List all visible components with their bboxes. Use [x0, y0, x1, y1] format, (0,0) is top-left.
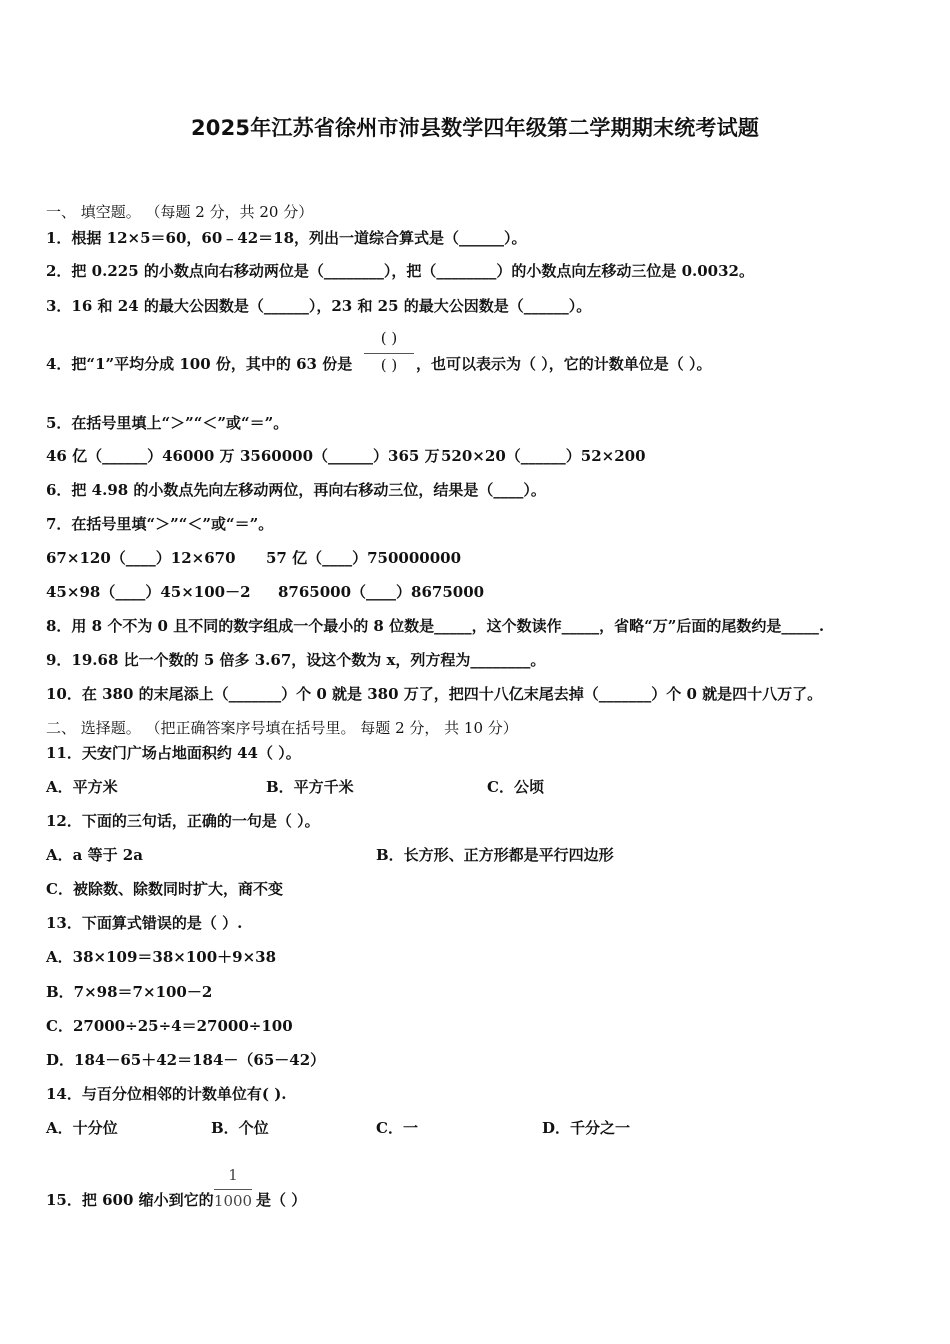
question-5-item: 3560000（______）365 万	[240, 447, 440, 465]
question-13-option-d: D．184－65＋42＝184－（65－42）	[46, 1051, 326, 1069]
question-14-option-a: A．十分位	[46, 1119, 118, 1137]
question-4-fraction-denominator: ( )	[380, 356, 398, 374]
question-5: 5．在括号里填上“＞”“＜”或“＝”。	[46, 414, 289, 432]
question-13: 13．下面算式错误的是（ ）.	[46, 914, 243, 932]
question-11: 11．天安门广场占地面积约 44（ ）。	[46, 744, 301, 762]
section-heading-choice: 二、 选择题。 （把正确答案序号填在括号里。 每题 2 分， 共 10 分）	[46, 719, 518, 737]
question-14-option-b: B．个位	[211, 1119, 269, 1137]
question-3: 3．16 和 24 的最大公因数是（______），23 和 25 的最大公因数是（______）。	[46, 297, 592, 315]
question-7: 7．在括号里填“＞”“＜”或“＝”。	[46, 515, 274, 533]
page-title: 2025年江苏省徐州市沛县数学四年级第二学期期末统考试题	[190, 116, 760, 140]
question-11-option-c: C．公顷	[487, 778, 544, 796]
question-7-item: 67×120（____）12×670	[46, 549, 236, 567]
section-heading-fill-in: 一、 填空题。 （每题 2 分，共 20 分）	[46, 203, 314, 221]
question-4-fraction-bar	[364, 353, 414, 354]
question-4-after: ，也可以表示为（ ），它的计数单位是（ ）。	[416, 355, 712, 373]
question-13-option-a: A．38×109＝38×100＋9×38	[46, 948, 277, 966]
question-13-option-b: B．7×98＝7×100－2	[46, 983, 213, 1001]
question-8: 8．用 8 个不为 0 且不同的数字组成一个最小的 8 位数是_____，这个数读作_____，省略“万”后面的尾数约是_____.	[46, 617, 825, 635]
question-5-item: 520×20（______）52×200	[441, 447, 646, 465]
question-12-option-b: B．长方形、正方形都是平行四边形	[376, 846, 614, 864]
question-11-option-a: A．平方米	[46, 778, 118, 796]
question-7-item: 8765000（____）8675000	[278, 583, 485, 601]
question-5-item: 46 亿（______）46000 万	[46, 447, 235, 465]
question-7-item: 45×98（____）45×100－2	[46, 583, 251, 601]
question-13-option-c: C．27000÷25÷4＝27000÷100	[46, 1017, 293, 1035]
question-15-fraction-denominator: 1000	[213, 1192, 253, 1210]
question-4-fraction-numerator: ( )	[380, 329, 398, 347]
question-14-option-c: C．一	[376, 1119, 418, 1137]
question-15-after: 是（ ）	[256, 1191, 307, 1209]
question-10: 10．在 380 的末尾添上（_______）个 0 就是 380 万了，把四十八亿末尾去掉（_______）个 0 就是四十八万了。	[46, 685, 823, 703]
question-1: 1．根据 12×5＝60，60﹣42＝18，列出一道综合算式是（______）。	[46, 229, 527, 247]
question-12-option-a: A．a 等于 2a	[46, 846, 143, 864]
question-15-fraction-bar	[214, 1189, 252, 1190]
question-4-before: 4．把“1”平均分成 100 份，其中的 63 份是	[46, 355, 353, 373]
question-15-fraction-numerator: 1	[228, 1166, 238, 1184]
question-9: 9．19.68 比一个数的 5 倍多 3.67，设这个数为 x，列方程为________。	[46, 651, 546, 669]
question-12-option-c: C．被除数、除数同时扩大，商不变	[46, 880, 283, 898]
question-14-option-d: D．千分之一	[542, 1119, 631, 1137]
question-2: 2．把 0.225 的小数点向右移动两位是（________），把（________）的小数点向左移动三位是 0.0032。	[46, 262, 754, 280]
question-14: 14．与百分位相邻的计数单位有( ).	[46, 1085, 287, 1103]
question-6: 6．把 4.98 的小数点先向左移动两位，再向右移动三位，结果是（____）。	[46, 481, 546, 499]
question-12: 12．下面的三句话，正确的一句是（ ）。	[46, 812, 320, 830]
question-11-option-b: B．平方千米	[266, 778, 354, 796]
question-15-before: 15．把 600 缩小到它的	[46, 1191, 214, 1209]
question-7-item: 57 亿（____）750000000	[266, 549, 462, 567]
